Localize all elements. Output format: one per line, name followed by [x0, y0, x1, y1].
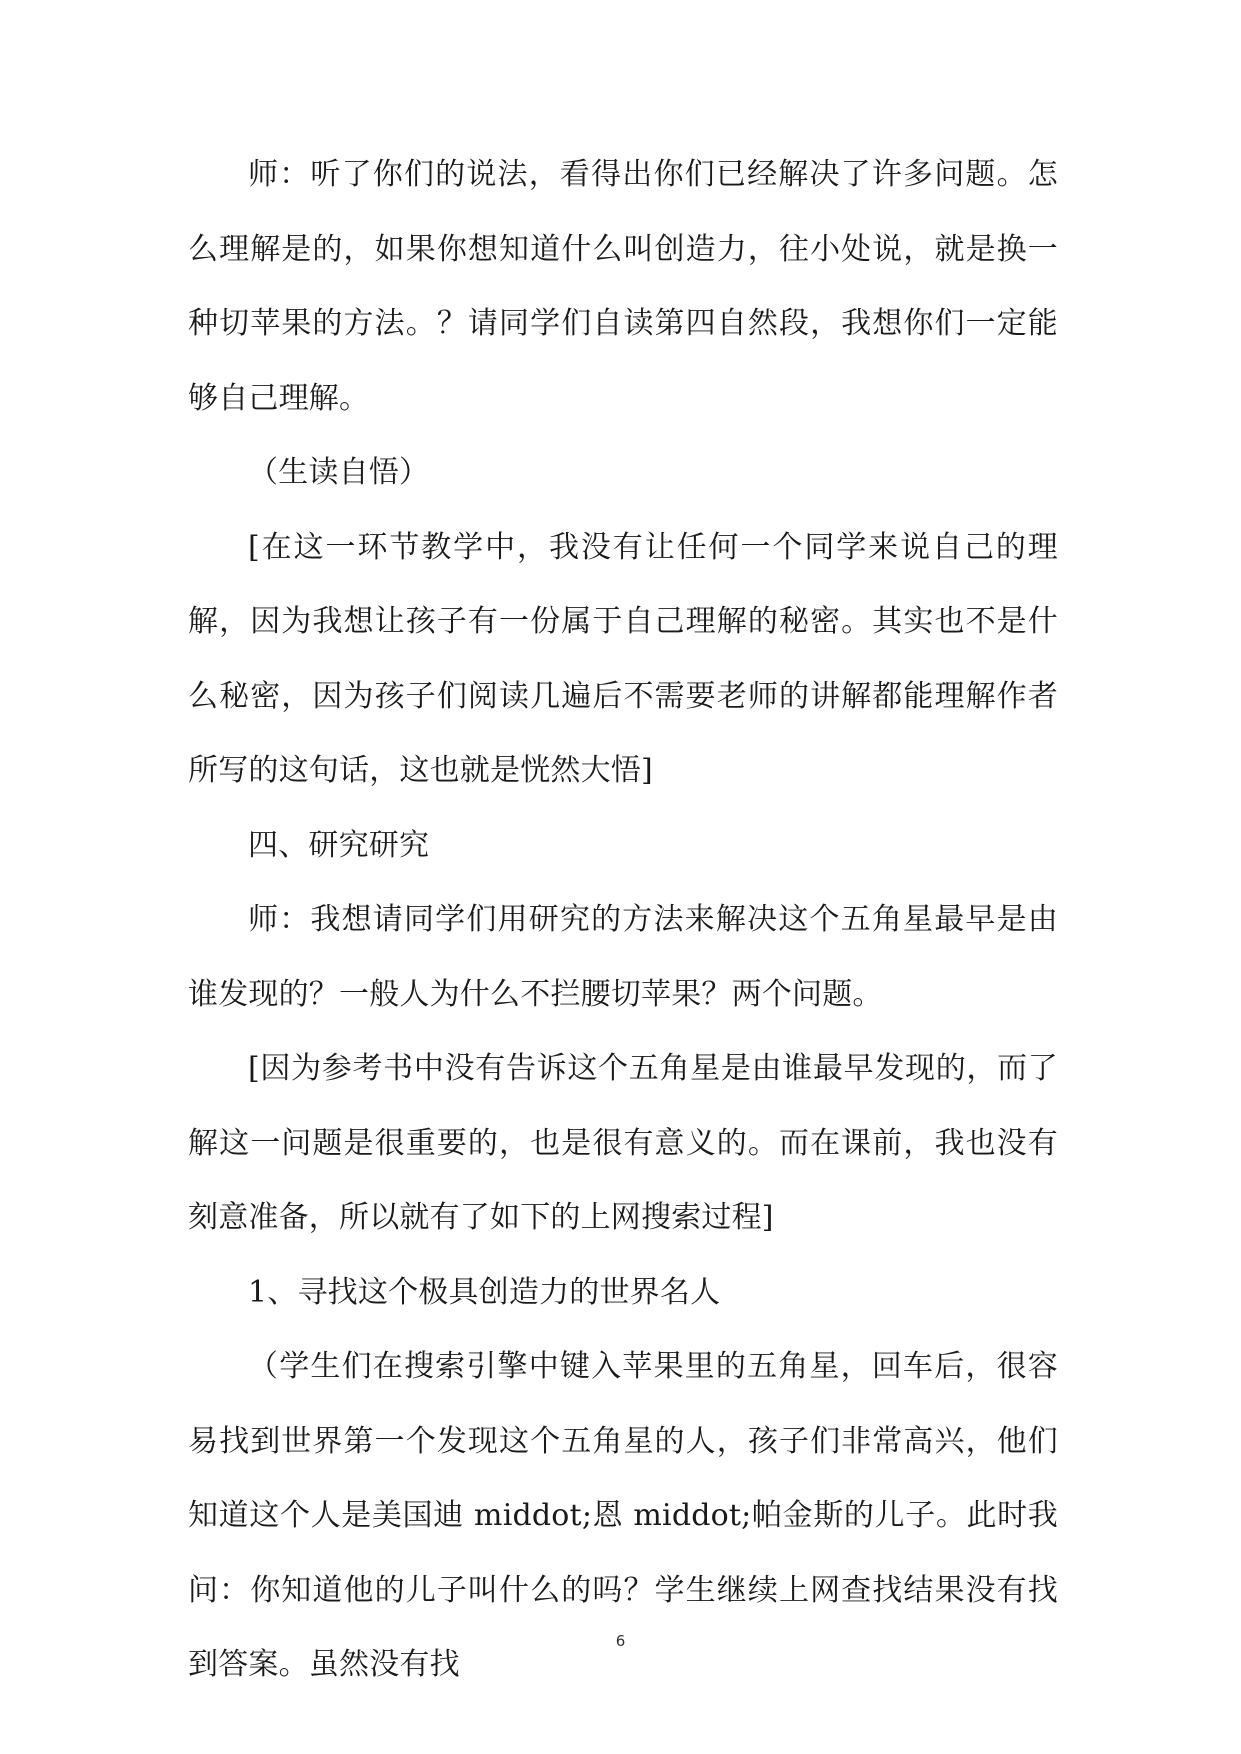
paragraph-research-question: 师：我想请同学们用研究的方法来解决这个五角星最早是由谁发现的？一般人为什么不拦腰切苹果？两个问题。 — [188, 902, 1058, 1012]
section-heading-research: 四、研究研究 — [248, 827, 430, 863]
paragraph-reference-note: [因为参考书中没有告诉这个五角星是由谁最早发现的，而了解这一问题是很重要的，也是很有意义的。而在课前，我也没有刻意准备，所以就有了如下的上网搜索过程] — [188, 1051, 1058, 1235]
paragraph-student-reading: （生读自悟） — [248, 455, 430, 490]
page-number: 6 — [615, 1632, 626, 1650]
document-body — [188, 138, 1058, 1703]
subheading-find-person: 1、寻找这个极具创造力的世界名人 — [248, 1274, 721, 1310]
paragraph-teacher-remark: 师：听了你们的说法，看得出你们已经解决了许多问题。怎么理解是的，如果你想知道什么叫创造力，往小处说，就是换一种切苹果的方法。？请同学们自读第四自然段，我想你们一定能够自己理解。 — [188, 157, 1058, 416]
paragraph-search-process: （学生们在搜索引擎中键入苹果里的五角星，回车后，很容易找到世界第一个发现这个五角星的人，孩子们非常高兴，他们知道这个人是美国迪 middot;恩 middot;帕金斯的儿子。此时我问：你知道他的儿子叫什么的吗？学生继续上网查找结果没有找到答案。虽然没有找 — [188, 1349, 1058, 1682]
paragraph-teaching-note: [在这一环节教学中，我没有让任何一个同学来说自己的理解，因为我想让孩子有一份属于自己理解的秘密。其实也不是什么秘密，因为孩子们阅读几遍后不需要老师的讲解都能理解作者所写的这句话，这也就是恍然大悟] — [188, 529, 1058, 788]
